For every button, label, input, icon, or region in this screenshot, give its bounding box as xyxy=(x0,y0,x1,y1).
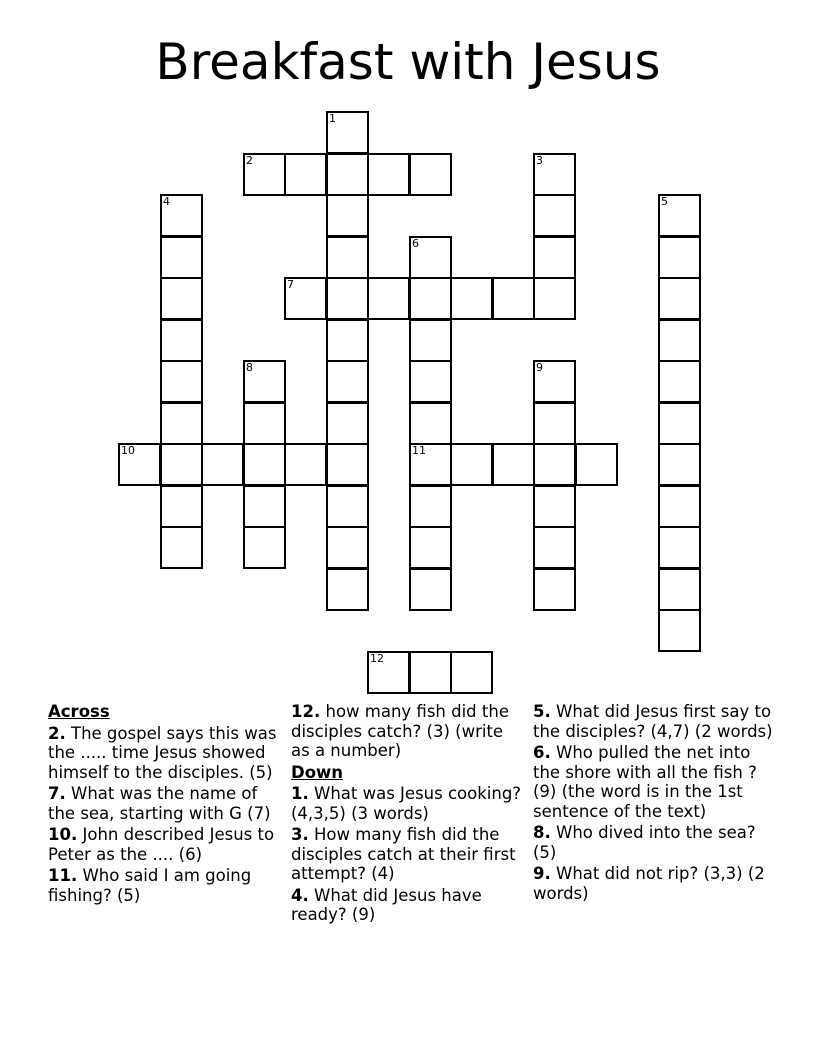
clue-number: 2. xyxy=(48,723,66,743)
clue-number: 1. xyxy=(291,784,309,803)
clue-number: 12. xyxy=(291,702,321,721)
crossword-cell[interactable] xyxy=(160,402,203,445)
clue-text: What did Jesus have ready? (9) xyxy=(291,885,482,924)
crossword-cell[interactable] xyxy=(409,277,452,320)
crossword-cell[interactable] xyxy=(533,443,576,486)
clue-text: The gospel says this was the ..... time Jesus showed himself to the disciples. (5) xyxy=(48,723,277,782)
crossword-cell[interactable] xyxy=(658,236,701,279)
crossword-cell[interactable] xyxy=(243,153,286,196)
crossword-cell[interactable] xyxy=(533,236,576,279)
clue-text: What did Jesus first say to the disciples? (4,7) (2 words) xyxy=(533,702,773,741)
down-clue-9 xyxy=(533,864,773,903)
across-clue-12 xyxy=(291,702,527,761)
crossword-cell[interactable] xyxy=(367,651,410,694)
cell-number: 3 xyxy=(536,154,543,167)
clue-text: Who said I am going fishing? (5) xyxy=(48,866,252,905)
crossword-cell[interactable] xyxy=(658,360,701,403)
crossword-cell[interactable] xyxy=(658,443,701,486)
page-title: Breakfast with Jesus xyxy=(155,33,661,91)
clue-text: What was Jesus cooking? (4,3,5) (3 words) xyxy=(291,784,522,823)
down-heading: Down xyxy=(291,762,344,782)
clue-number: 3. xyxy=(291,825,309,844)
crossword-cell[interactable] xyxy=(658,609,701,652)
crossword-cell[interactable] xyxy=(326,236,369,279)
crossword-cell[interactable] xyxy=(326,485,369,528)
clue-number: 11. xyxy=(48,866,78,885)
clue-text: Who pulled the net into the shore with all the fish ? (9) (the word is in the 1st sentence of the text) xyxy=(533,743,757,821)
crossword-cell[interactable] xyxy=(492,277,535,320)
down-clue-3 xyxy=(291,825,527,884)
crossword-cell[interactable] xyxy=(284,443,327,486)
crossword-cell[interactable] xyxy=(326,319,369,362)
crossword-cell[interactable] xyxy=(243,443,286,486)
crossword-cell[interactable] xyxy=(658,402,701,445)
clue-number: 6. xyxy=(533,743,551,762)
clue-number: 4. xyxy=(291,885,309,905)
crossword-cell[interactable] xyxy=(658,319,701,362)
crossword-cell[interactable] xyxy=(409,360,452,403)
crossword-cell[interactable] xyxy=(284,277,327,320)
crossword-cell[interactable] xyxy=(284,153,327,196)
crossword-cell[interactable] xyxy=(326,111,369,154)
crossword-cell[interactable] xyxy=(326,360,369,403)
crossword-cell[interactable] xyxy=(160,236,203,279)
crossword-cell[interactable] xyxy=(243,485,286,528)
clue-number: 9. xyxy=(533,864,551,883)
crossword-cell[interactable] xyxy=(658,485,701,528)
down-clue-6 xyxy=(533,743,773,821)
down-clue-4 xyxy=(291,886,527,925)
crossword-cell[interactable] xyxy=(409,319,452,362)
crossword-cell[interactable] xyxy=(326,277,369,320)
clue-number: 8. xyxy=(533,823,551,842)
crossword-cell[interactable] xyxy=(492,443,535,486)
crossword-cell[interactable] xyxy=(450,651,493,694)
crossword-cell[interactable] xyxy=(201,443,244,486)
across-clue-2 xyxy=(48,724,280,783)
crossword-cell[interactable] xyxy=(160,319,203,362)
clue-text: John described Jesus to Peter as the .... (6) xyxy=(48,825,275,864)
cell-number: 10 xyxy=(121,444,135,457)
crossword-cell[interactable] xyxy=(658,277,701,320)
crossword-cell[interactable] xyxy=(533,402,576,445)
crossword-cell[interactable] xyxy=(658,526,701,569)
cell-number: 1 xyxy=(329,112,336,125)
crossword-cell[interactable] xyxy=(160,526,203,569)
crossword-cell[interactable] xyxy=(409,485,452,528)
across-clue-11 xyxy=(48,866,280,905)
clue-text: What did not rip? (3,3) (2 words) xyxy=(533,864,765,903)
crossword-cell[interactable] xyxy=(367,153,410,196)
crossword-cell[interactable] xyxy=(409,651,452,694)
crossword-cell[interactable] xyxy=(326,402,369,445)
clue-number: 10. xyxy=(48,825,78,844)
across-clue-7 xyxy=(48,784,280,823)
cell-number: 4 xyxy=(163,195,170,208)
crossword-cell[interactable] xyxy=(243,402,286,445)
cell-number: 9 xyxy=(536,361,543,374)
across-heading: Across xyxy=(48,702,110,721)
cell-number: 6 xyxy=(412,237,419,250)
crossword-cell[interactable] xyxy=(409,153,452,196)
across-clue-10 xyxy=(48,825,280,864)
crossword-cell[interactable] xyxy=(160,277,203,320)
crossword-cell[interactable] xyxy=(326,443,369,486)
cell-number: 7 xyxy=(287,278,294,291)
clue-number: 7. xyxy=(48,784,66,803)
crossword-cell[interactable] xyxy=(533,526,576,569)
crossword-cell[interactable] xyxy=(367,277,410,320)
crossword-cell[interactable] xyxy=(450,443,493,486)
clue-text: What was the name of the sea, starting with G (7) xyxy=(48,784,271,823)
crossword-cell[interactable] xyxy=(533,194,576,237)
crossword-cell[interactable] xyxy=(409,236,452,279)
crossword-cell[interactable] xyxy=(160,194,203,237)
crossword-cell[interactable] xyxy=(160,443,203,486)
crossword-cell[interactable] xyxy=(326,194,369,237)
crossword-cell[interactable] xyxy=(409,443,452,486)
crossword-cell[interactable] xyxy=(326,568,369,611)
crossword-cell[interactable] xyxy=(409,526,452,569)
crossword-cell[interactable] xyxy=(160,360,203,403)
crossword-cell[interactable] xyxy=(533,485,576,528)
crossword-cell[interactable] xyxy=(243,526,286,569)
cell-number: 2 xyxy=(246,154,253,167)
cell-number: 8 xyxy=(246,361,253,374)
down-clue-8 xyxy=(533,823,773,862)
crossword-cell[interactable] xyxy=(658,568,701,611)
cell-number: 11 xyxy=(412,444,426,457)
crossword-cell[interactable] xyxy=(409,402,452,445)
cell-number: 5 xyxy=(661,195,668,208)
crossword-cell[interactable] xyxy=(326,526,369,569)
crossword-cell[interactable] xyxy=(326,153,369,196)
down-clue-5 xyxy=(533,702,773,741)
cell-number: 12 xyxy=(370,652,384,665)
crossword-cell[interactable] xyxy=(533,568,576,611)
crossword-cell[interactable] xyxy=(409,568,452,611)
clue-column-3 xyxy=(533,702,773,905)
clue-text: how many fish did the disciples catch? (3) (write as a number) xyxy=(291,702,509,760)
crossword-cell[interactable] xyxy=(533,360,576,403)
clue-text: Who dived into the sea? (5) xyxy=(533,823,756,862)
crossword-cell[interactable] xyxy=(118,443,161,486)
crossword-cell[interactable] xyxy=(533,277,576,320)
crossword-cell[interactable] xyxy=(533,153,576,196)
crossword-cell[interactable] xyxy=(450,277,493,320)
crossword-cell[interactable] xyxy=(658,194,701,237)
clue-column-1 xyxy=(48,702,280,907)
crossword-cell[interactable] xyxy=(575,443,618,486)
down-clue-1 xyxy=(291,784,527,823)
clue-text: How many fish did the disciples catch at their first attempt? (4) xyxy=(291,825,516,883)
clue-column-2 xyxy=(291,702,527,927)
clue-number: 5. xyxy=(533,702,551,721)
crossword-cell[interactable] xyxy=(160,485,203,528)
crossword-cell[interactable] xyxy=(243,360,286,403)
